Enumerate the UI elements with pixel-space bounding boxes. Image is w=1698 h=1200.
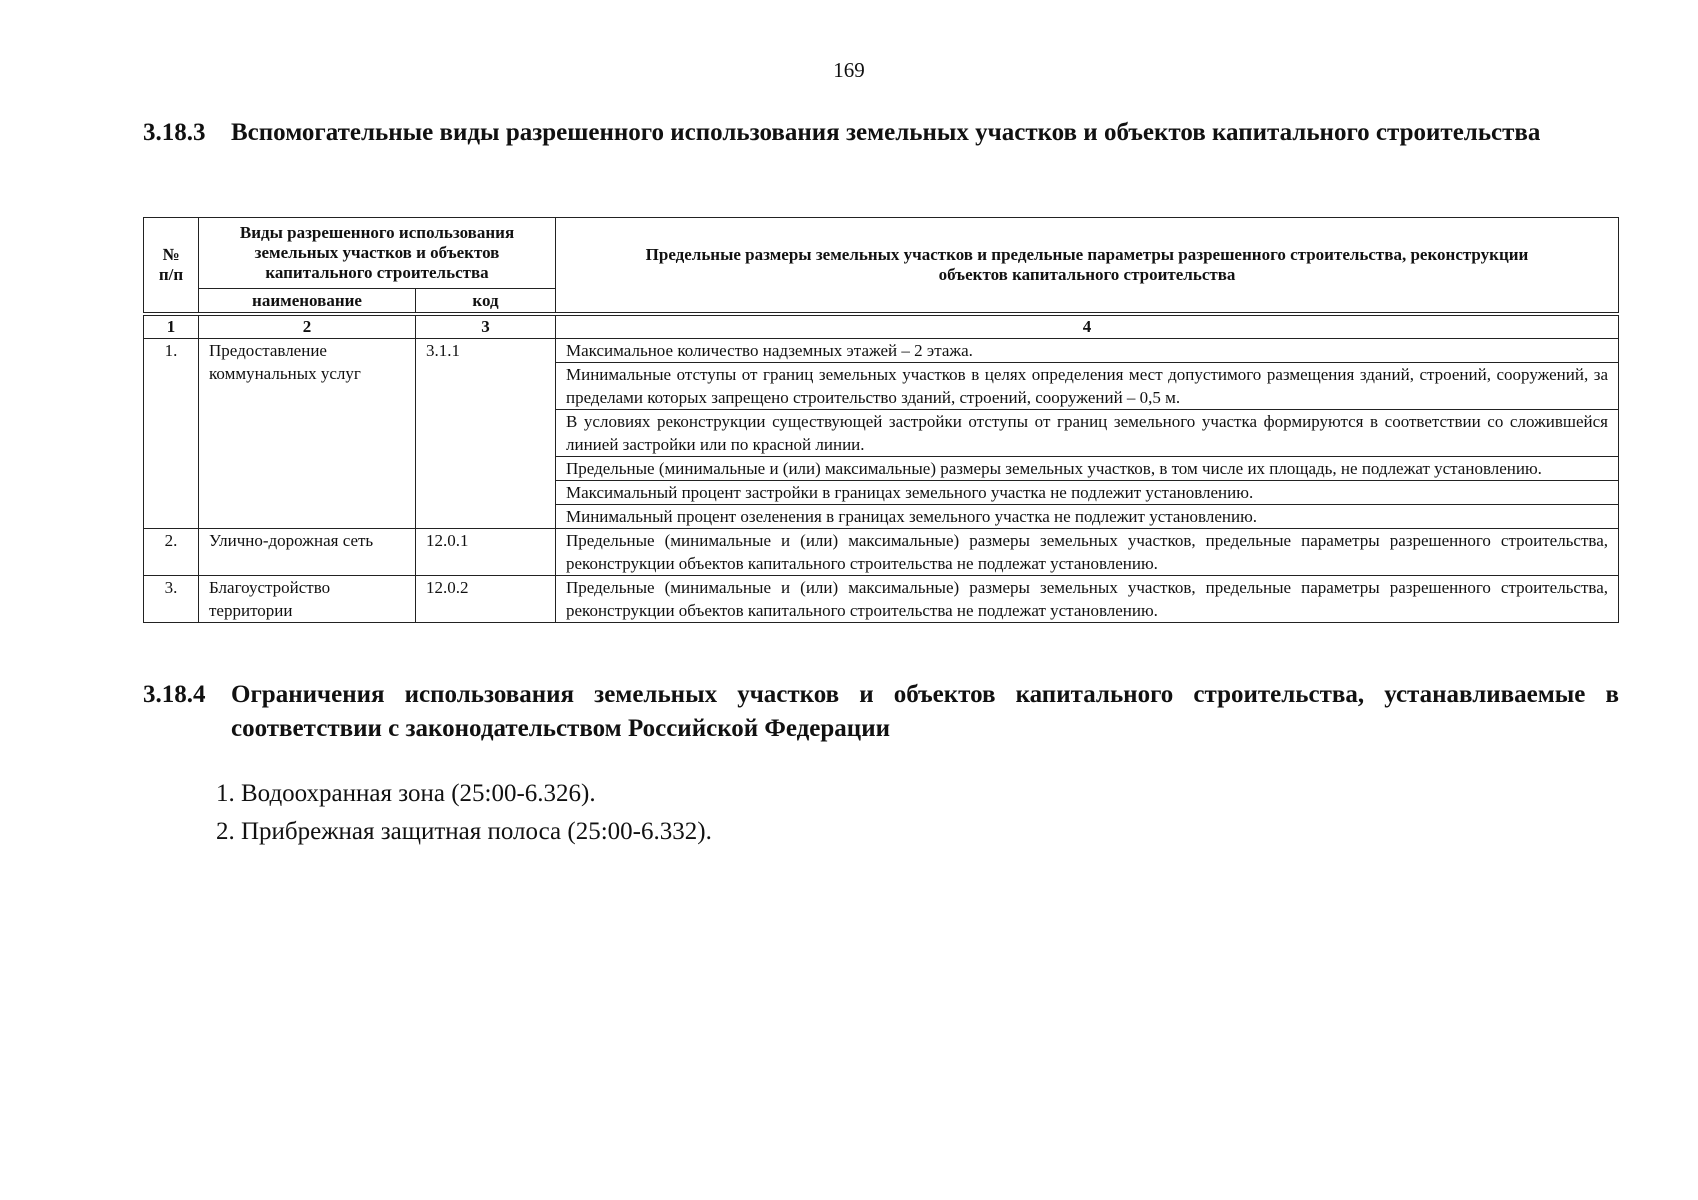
row-number: 2. bbox=[144, 529, 199, 576]
table-row bbox=[144, 529, 1619, 576]
limit-item: Максимальное количество надземных этажей – 2 этажа. bbox=[566, 341, 973, 360]
row-number: 1. bbox=[144, 339, 199, 529]
list-item: 2. Прибрежная защитная полоса (25:00-6.332). bbox=[216, 818, 712, 845]
limit-item: Минимальный процент озеленения в границах земельного участка не подлежит установлению. bbox=[556, 504, 1618, 528]
limit-item: В условиях реконструкции существующей застройки отступы от границ земельного участка формируются в соответствии со сложившейся линией застройки или по красной линии. bbox=[556, 409, 1618, 456]
section-heading-3-18-4 bbox=[143, 678, 1619, 746]
section-title: Ограничения использования земельных участков и объектов капитального строительства, устанавливаемые в соответствии с законодательством Российской Федерации bbox=[231, 681, 1619, 742]
use-name: Улично-дорожная сеть bbox=[199, 529, 416, 576]
section-number: 3.18.4 bbox=[143, 681, 206, 708]
limit-item: Предельные (минимальные и (или) максимальные) размеры земельных участков, в том числе их площадь, не подлежат установлению. bbox=[556, 456, 1618, 480]
section-number: 3.18.3 bbox=[143, 119, 206, 146]
header-code: код bbox=[416, 289, 556, 313]
use-name: Предоставление коммунальных услуг bbox=[199, 339, 416, 529]
limit-item: Максимальный процент застройки в границах земельного участка не подлежит установлению. bbox=[556, 480, 1618, 504]
use-code: 3.1.1 bbox=[416, 339, 556, 529]
table-row bbox=[144, 576, 1619, 623]
table-row bbox=[144, 339, 1619, 529]
section-title: Вспомогательные виды разрешенного использования земельных участков и объектов капитального строительства bbox=[231, 119, 1541, 146]
limits-cell bbox=[556, 529, 1619, 576]
section-heading-3-18-3 bbox=[143, 116, 1619, 150]
restrictions-list bbox=[216, 775, 712, 851]
limit-item: Предельные (минимальные и (или) максимальные) размеры земельных участков, предельные параметры разрешенного строительства, реконструкции объектов капитального строительства не подлежат установлению. bbox=[566, 531, 1608, 573]
header-num: № п/п bbox=[144, 218, 199, 313]
column-number: 3 bbox=[416, 316, 556, 339]
use-code: 12.0.1 bbox=[416, 529, 556, 576]
limit-item: Предельные (минимальные и (или) максимальные) размеры земельных участков, предельные параметры разрешенного строительства, реконструкции объектов капитального строительства не подлежат установлению. bbox=[566, 578, 1608, 620]
column-number: 2 bbox=[199, 316, 416, 339]
limits-cell bbox=[556, 576, 1619, 623]
limit-item: Минимальные отступы от границ земельных участков в целях определения мест допустимого размещения зданий, строений, сооружений, за пределами которых запрещено строительство зданий, строений, сооружений – 0,5 м. bbox=[556, 362, 1618, 409]
header-types: Виды разрешенного использования земельных участков и объектов капитального строительства bbox=[199, 218, 556, 289]
limits-cell bbox=[556, 339, 1619, 529]
page-number: 169 bbox=[833, 58, 865, 82]
header-limits: Предельные размеры земельных участков и предельные параметры разрешенного строительства, реконструкции объектов капитального строительства bbox=[556, 218, 1619, 313]
use-code: 12.0.2 bbox=[416, 576, 556, 623]
column-number-row bbox=[144, 316, 1619, 339]
column-number: 4 bbox=[556, 316, 1619, 339]
use-name: Благоустройство территории bbox=[199, 576, 416, 623]
permitted-use-table bbox=[143, 315, 1619, 623]
column-number: 1 bbox=[144, 316, 199, 339]
row-number: 3. bbox=[144, 576, 199, 623]
header-name: наименование bbox=[199, 289, 416, 313]
table-header bbox=[143, 217, 1619, 313]
list-item: 1. Водоохранная зона (25:00-6.326). bbox=[216, 780, 596, 807]
